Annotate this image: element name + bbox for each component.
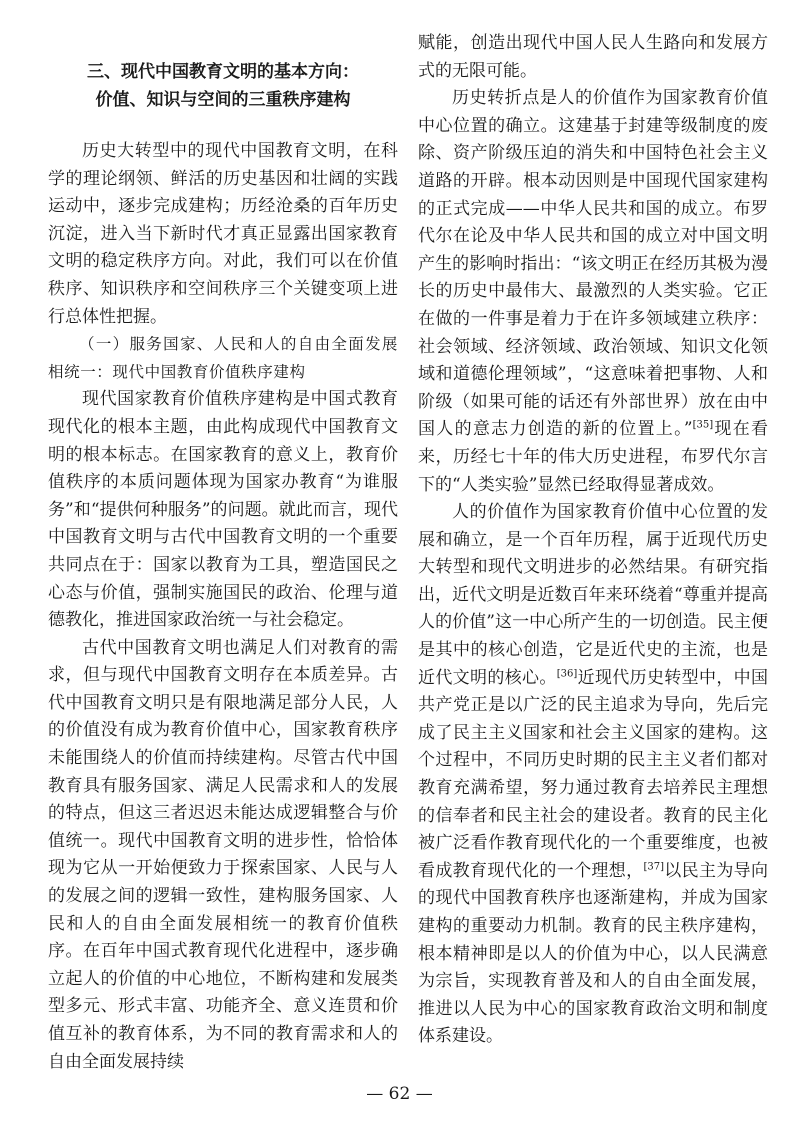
paragraph: 古代中国教育文明也满足人们对教育的需求，但与现代中国教育文明存在本质差异。古代中国教育文明只是有限地满足部分人民，人的价值没有成为教育价值中心，国家教育秩序未能围绕人的价值而持续建构。尽管古代中国教育具有服务国家、满足人民需求和人的发展的特点，但这三者迟迟未能达成逻辑整合与价值统一。现代中国教育文明的进步性，恰恰体现为它从一开始便致力于探索国家、人民与人的发展之间的逻辑一致性，建构服务国家、人民和人的自由全面发展相统一的教育价值秩序。在百年中国式教育现代化进程中，逐步确立起人的价值的中心地位，不断构建和发展类型多元、形式丰富、功能齐全、意义连贯和价值互补的教育体系，为不同的教育需求和人的自由全面发展持续 bbox=[48, 637, 398, 1072]
paragraph-continued: 赋能，创造出现代中国人民人生路向和发展方式的无限可能。 bbox=[418, 33, 768, 81]
paragraph-text: 以民主为导向的现代中国教育秩序也逐渐建构，并成为国家建构的重要动力机制。教育的民主秩序建构，根本精神即是以人的价值为中心，以人民满意为宗旨，实现教育普及和人的自由全面发展，推进以人民为中心的国家教育政治文明和制度体系建设。 bbox=[418, 860, 769, 1047]
citation-ref-35: [35] bbox=[692, 419, 714, 431]
subsection-heading: （一）服务国家、人民和人的自由全面发展相统一：现代中国教育价值秩序建构 bbox=[48, 335, 398, 381]
paragraph bbox=[418, 85, 768, 499]
paragraph-text: 现在看来，历经七十年的伟大历史进程，布罗代尔言下的“人类实验”显然已经取得显著成效。 bbox=[418, 419, 768, 495]
right-column bbox=[418, 30, 768, 1051]
citation-ref-37: [37] bbox=[643, 861, 664, 873]
paragraph-text: 人的价值作为国家教育价值中心位置的发展和确立，是一个百年历程，属于近现代历史大转型和现代文明进步的必然结果。有研究指出，近代文明是近数百年来环绕着“尊重并提高人的价值”这一中心所产生的一切创造。民主便是其中的核心创造，它是近代史的主流，也是近代文明的核心。 bbox=[418, 502, 768, 688]
paragraph: 历史大转型中的现代中国教育文明，在科学的理论纲领、鲜活的历史基因和壮阔的实践运动中，逐步完成建构；历经沧桑的百年历史沉淀，进入当下新时代才真正显露出国家教育文明的稳定秩序方向。对此，我们可以在价值秩序、知识秩序和空间秩序三个关键变项上进行总体性把握。 bbox=[48, 141, 398, 327]
left-column bbox=[48, 58, 398, 1076]
paragraph: 现代国家教育价值秩序建构是中国式教育现代化的根本主题，由此构成现代中国教育文明的根本标志。在国家教育的意义上，教育价值秩序的本质问题体现为国家办教育“为谁服务”和“提供何种服务”的问题。就此而言，现代中国教育文明与古代中国教育文明的一个重要共同点在于：国家以教育为工具，塑造国民之心态与价值，强制实施国民的政治、伦理与道德教化，推进国家政治统一与社会稳定。 bbox=[48, 389, 398, 631]
paragraph-text: 近现代历史转型中，中国共产党正是以广泛的民主追求为导向，先后完成了民主主义国家和社会主义国家的建构。这个过程中，不同历史时期的民主主义者们都对教育充满希望，努力通过教育去培养民主理想的信奉者和民主社会的建设者。教育的民主化被广泛看作教育现代化的一个重要维度，也被看成教育现代化的一个理想， bbox=[418, 667, 769, 881]
citation-ref-36: [36] bbox=[556, 668, 578, 679]
paragraph-text: 历史转折点是人的价值作为国家教育价值中心位置的确立。这建基于封建等级制度的废除、资产阶级压迫的消失和中国特色社会主义道路的开辟。根本动因则是中国现代国家建构的正式完成——中华人民共和国的成立。布罗代尔在论及中华人民共和国的成立对中国文明产生的影响时指出：“该文明正在经历其极为漫长的历史中最伟大、最激烈的人类实验。它正在做的一件事是着力于在许多领域建立秩序：社会领域、经济领域、政治领域、知识文化领域和道德伦理领域”，“这意味着把事物、人和阶级（如果可能的话还有外部世界）放在由中国人的意志力创造的新的位置上。” bbox=[418, 88, 768, 440]
page-number: — 62 — bbox=[366, 1084, 433, 1104]
section-heading bbox=[48, 58, 398, 114]
paragraph bbox=[418, 499, 768, 1051]
section-heading-line-1: 三、现代中国教育文明的基本方向： bbox=[87, 62, 359, 82]
section-heading-line-2: 价值、知识与空间的三重秩序建构 bbox=[95, 90, 351, 110]
